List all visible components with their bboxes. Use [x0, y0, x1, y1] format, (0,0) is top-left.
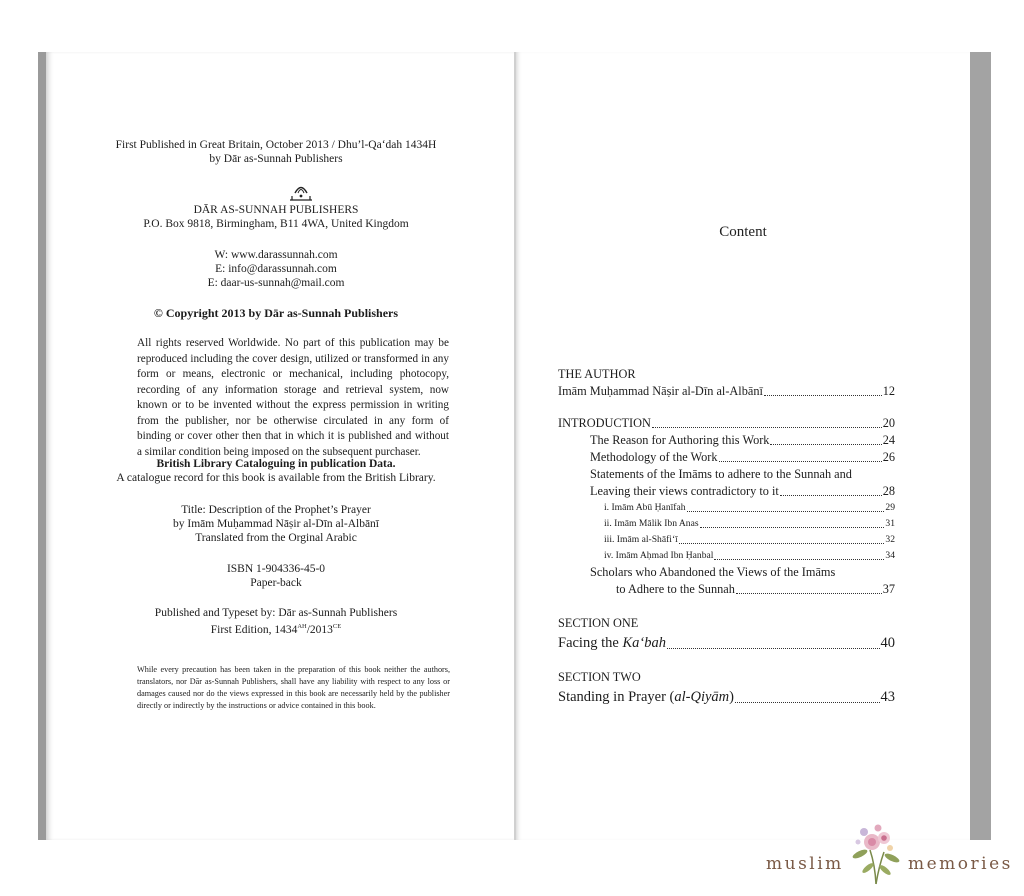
toc-entry-section-one: [558, 633, 895, 653]
toc-label: Imām Muḥammad Nāṣir al-Dīn al-Albānī: [558, 384, 763, 398]
toc-page-number: 37: [882, 582, 895, 596]
toc-leader: [736, 593, 882, 594]
typeset-line: Published and Typeset by: Dār as-Sunnah Publishers: [154, 607, 398, 619]
toc-entry-introduction: [558, 415, 895, 432]
toc-leader: [735, 702, 880, 703]
toc-entry-statements: [590, 483, 895, 500]
toc-leader: [700, 527, 885, 528]
toc-label: to Adhere to the Sunnah: [616, 582, 735, 596]
contents-title: Content: [719, 224, 767, 240]
toc-page-number: 26: [882, 450, 895, 464]
toc-entry-methodology: [590, 449, 895, 466]
toc-entry-imam-2: [604, 516, 895, 532]
toc-page-number: 43: [880, 689, 895, 705]
edition-ce: CE: [332, 623, 342, 630]
author-heading: THE AUTHOR: [558, 367, 636, 381]
brand-word-right: memories: [908, 854, 1013, 874]
toc-leader: [652, 427, 882, 428]
translated-line: Translated from the Orginal Arabic: [195, 532, 357, 544]
toc-label: ii. Imām Mālik Ibn Anas: [604, 518, 699, 529]
publisher-logo-icon: [284, 181, 318, 203]
toc-page-number: 20: [882, 416, 895, 430]
toc-label-plain: Standing in Prayer (: [558, 689, 675, 705]
edition-line: [38, 620, 514, 637]
toc-leader: [679, 543, 885, 544]
toc-entry-section-two: [558, 687, 895, 707]
toc-leader: [667, 648, 880, 649]
toc-leader: [687, 511, 885, 512]
toc-entry-imam-3: [604, 532, 895, 548]
cataloguing-heading: British Library Cataloguing in publication Data.: [156, 458, 396, 470]
toc-leader: [770, 444, 881, 445]
toc-label: iv. Imām Aḥmad Ibn Ḥanbal: [604, 550, 714, 561]
toc-page-number: 32: [885, 534, 895, 545]
first-published-line: First Published in Great Britain, October 2013 / Dhu’l-Qa‘dah 1434H: [115, 139, 437, 151]
disclaimer-paragraph: While every precaution has been taken in the preparation of this book neither the authors, translators, nor Dār as-Sunnah Publishers, shall have any liability with respect to any loss or damages caused nor do the views expressed in this book are necessarily held by the publisher directly or indirectly by the instructions or advice contained in this book.: [137, 665, 450, 710]
toc-page-number: 40: [880, 635, 895, 651]
publisher-name: DĀR AS-SUNNAH PUBLISHERS: [193, 204, 359, 216]
isbn-line: ISBN 1-904336-45-0: [226, 563, 326, 575]
toc-leader: [764, 395, 882, 396]
toc-page-number: 29: [885, 502, 895, 513]
rights-paragraph: All rights reserved Worldwide. No part of this publication may be reproduced including the cover design, utilized or transformed in any form or means, electronic or mechanical, including photocopy, recording of any information storage and retrieval system, now known or to be invented without the express permission in writing from the publisher, nor be otherwise circulated in any form of binding or cover other then that in which it is published and without a similar condition being imposed on the subsequent purchaser.: [137, 337, 449, 458]
toc-label: Methodology of the Work: [590, 450, 718, 464]
toc-entry-imam-4: [604, 548, 895, 564]
book-author-line: by Imām Muḥammad Nāṣir al-Dīn al-Albānī: [173, 518, 379, 530]
edition-main: First Edition, 1434: [210, 623, 298, 636]
book-title-line: Title: Description of the Prophet’s Prayer: [181, 504, 371, 516]
by-publisher-line: by Dār as-Sunnah Publishers: [209, 153, 343, 165]
toc-label: [558, 687, 734, 707]
toc-entry-scholars: [616, 581, 895, 598]
email-line-2: E: daar-us-sunnah@mail.com: [207, 277, 345, 289]
toc-label: i. Imām Abū Ḥanīfah: [604, 502, 686, 513]
website-line: W: www.darassunnah.com: [214, 249, 338, 261]
binding-line: Paper-back: [250, 577, 302, 589]
section-two-heading: SECTION TWO: [558, 670, 641, 684]
toc-label: INTRODUCTION: [558, 416, 651, 430]
brand-word-left: muslim: [766, 854, 844, 874]
email-line-1: E: info@darassunnah.com: [215, 263, 337, 275]
toc-entry-imam-1: [604, 500, 895, 516]
toc-label-close: ): [729, 689, 734, 705]
toc-page-number: 12: [882, 384, 895, 398]
toc-label: Leaving their views contradictory to it: [590, 484, 779, 498]
edition-ah: AH: [297, 623, 307, 630]
toc-page-number: 28: [882, 484, 895, 498]
toc-leader: [780, 495, 882, 496]
toc-label: The Reason for Authoring this Work: [590, 433, 770, 447]
toc-label-italic: Ka‘bah: [622, 635, 666, 651]
toc-label: [558, 633, 666, 653]
toc-page-number: 31: [885, 518, 895, 529]
toc-label-plain: Facing the: [558, 635, 623, 651]
copyright-line: © Copyright 2013 by Dār as-Sunnah Publishers: [153, 306, 399, 320]
edition-sep: /2013: [306, 623, 333, 636]
toc-statements-line-1: Statements of the Imāms to adhere to the Sunnah and: [590, 467, 852, 481]
toc-leader: [714, 559, 884, 560]
publisher-address: P.O. Box 9818, Birmingham, B11 4WA, United Kingdom: [143, 218, 409, 230]
toc-label-italic: al-Qiyām: [674, 689, 730, 705]
toc-scholars-line-1: Scholars who Abandoned the Views of the Imāms: [590, 565, 836, 579]
section-one-heading: SECTION ONE: [558, 616, 639, 630]
toc-page-number: 24: [882, 433, 895, 447]
toc-entry-reason: [590, 432, 895, 449]
toc-entry-author: [558, 383, 895, 400]
toc-label: iii. Imām al-Shāfi‘ī: [604, 534, 678, 545]
cataloguing-text: A catalogue record for this book is available from the British Library.: [116, 472, 436, 484]
toc-page-number: 34: [885, 550, 895, 561]
toc-leader: [719, 461, 882, 462]
floral-bouquet-icon: [848, 820, 904, 886]
